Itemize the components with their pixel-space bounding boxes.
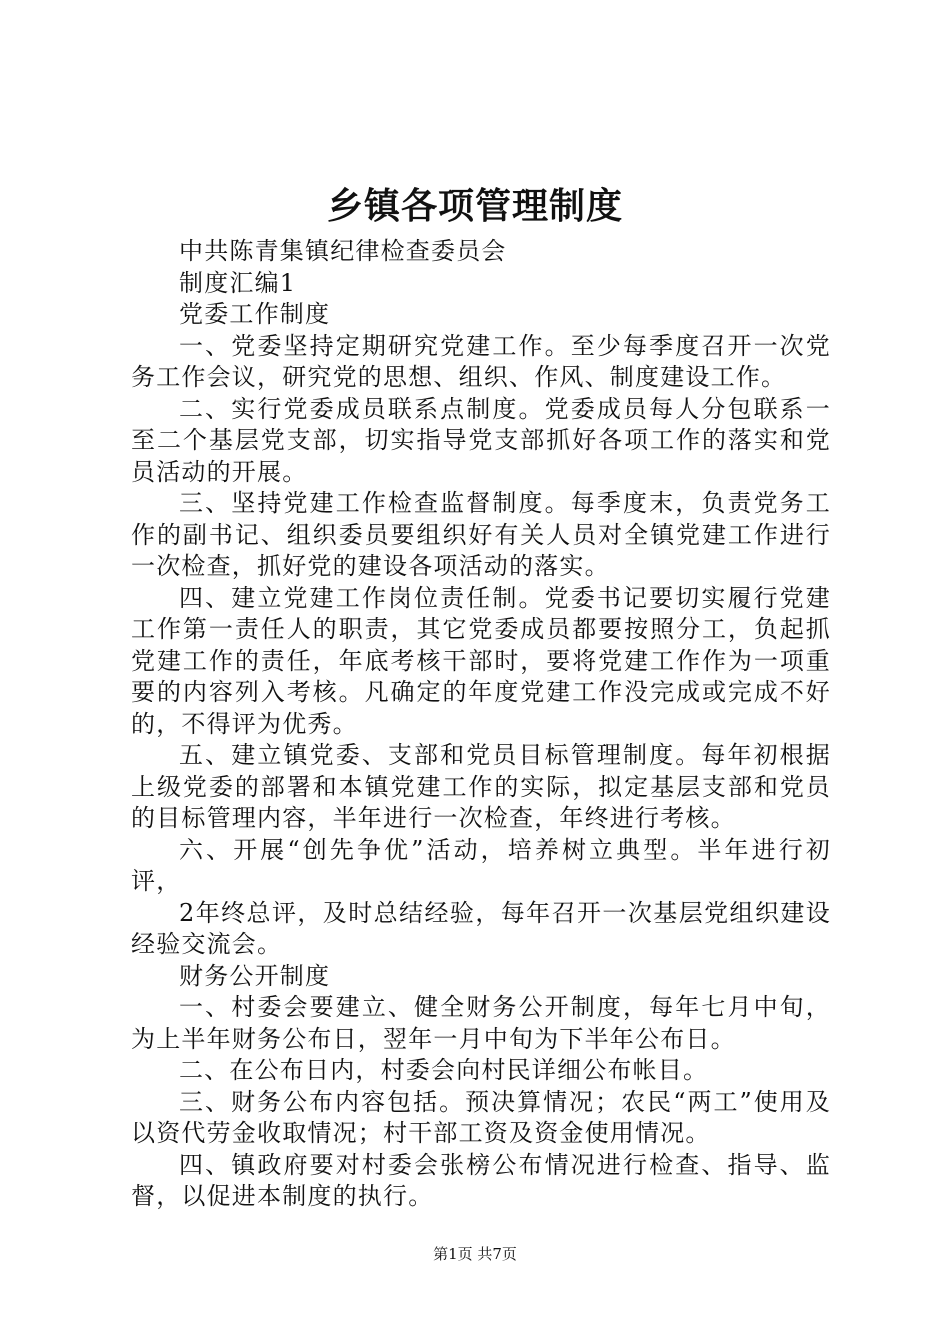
paragraph-item: 五、建立镇党委、支部和党员目标管理制度。每年初根据上级党委的部署和本镇党建工作的实际，拟定基层支部和党员的目标管理内容，半年进行一次检查，年终进行考核。 [131, 741, 831, 832]
paragraph-item: 四、镇政府要对村委会张榜公布情况进行检查、指导、监督，以促进本制度的执行。 [131, 1150, 831, 1210]
section-heading-finance: 财务公开制度 [179, 961, 331, 990]
section-heading-party-committee: 党委工作制度 [179, 300, 331, 328]
paragraph-item: 二、在公布日内，村委会向村民详细公布帐目。 [179, 1056, 709, 1084]
paragraph-item: 三、财务公布内容包括。预决算情况；农民“两工”使用及以资代劳金收取情况；村干部工资及资金使用情况。 [131, 1087, 831, 1147]
paragraph-item: 二、实行党委成员联系点制度。党委成员每人分包联系一至二个基层党支部，切实指导党支部抓好各项工作的落实和党员活动的开展。 [131, 394, 831, 486]
paragraph-item: 一、党委坚持定期研究党建工作。至少每季度召开一次党务工作会议，研究党的思想、组织、作风、制度建设工作。 [131, 331, 831, 391]
page-number-footer: 第1页 共7页 [433, 1245, 517, 1263]
paragraph-item: 三、坚持党建工作检查监督制度。每季度末，负责党务工作的副书记、组织委员要组织好有关人员对全镇党建工作进行一次检查，抓好党的建设各项活动的落实。 [131, 489, 831, 580]
paragraph-item: 2年终总评，及时总结经验，每年召开一次基层党组织建设经验交流会。 [131, 898, 831, 958]
compilation-line: 制度汇编1 [179, 268, 297, 297]
paragraph-item: 一、村委会要建立、健全财务公开制度，每年七月中旬，为上半年财务公布日，翌年一月中旬为下半年公布日。 [131, 993, 831, 1053]
paragraph-item: 四、建立党建工作岗位责任制。党委书记要切实履行党建工作第一责任人的职责，其它党委成员都要按照分工，负起抓党建工作的责任，年底考核干部时，要将党建工作作为一项重要的内容列入考核。凡确定的年度党建工作没完成或完成不好的，不得评为优秀。 [131, 583, 831, 738]
document-title: 乡镇各项管理制度 [326, 186, 623, 227]
document-body [131, 236, 831, 1213]
org-name-line: 中共陈青集镇纪律检查委员会 [179, 237, 507, 265]
paragraph-item: 六、开展“创先争优”活动，培养树立典型。半年进行初评， [131, 835, 831, 895]
